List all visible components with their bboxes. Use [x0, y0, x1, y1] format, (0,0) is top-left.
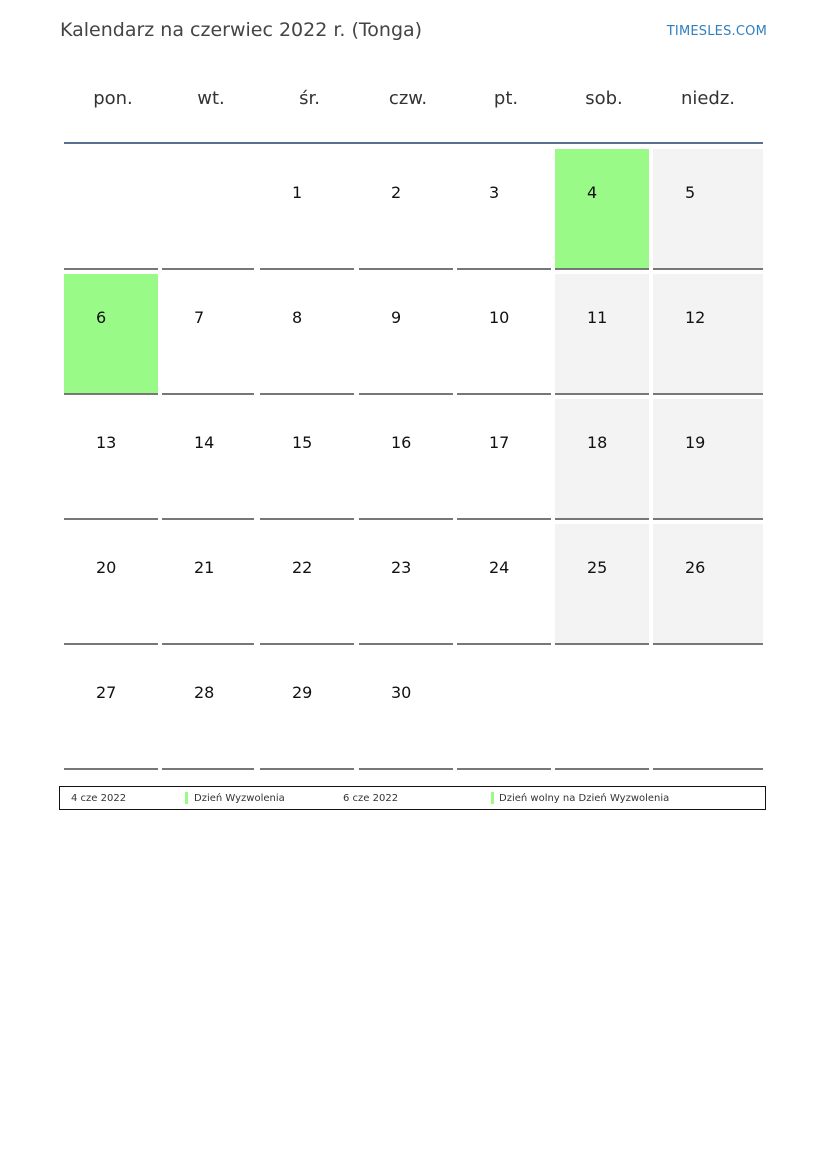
empty-day-cell [457, 649, 551, 770]
day-number: 16 [391, 433, 412, 452]
day-cell-1 [260, 149, 354, 270]
day-number: 25 [587, 558, 608, 577]
day-number: 9 [391, 308, 402, 327]
day-cell-18 [555, 399, 649, 520]
day-number: 10 [489, 308, 510, 327]
day-number: 1 [292, 183, 303, 202]
legend-name-1: Dzień Wyzwolenia [194, 793, 285, 804]
day-cell-4 [555, 149, 649, 270]
day-cell-24 [457, 524, 551, 645]
day-cell-12 [653, 274, 763, 395]
day-cell-21 [162, 524, 254, 645]
weekday-mon: pon. [93, 88, 133, 109]
day-cell-26 [653, 524, 763, 645]
day-number: 24 [489, 558, 510, 577]
legend-marker-1 [185, 792, 188, 804]
weekday-tue: wt. [197, 88, 225, 109]
day-number: 22 [292, 558, 313, 577]
legend-date-1: 4 cze 2022 [71, 793, 127, 804]
day-number: 28 [194, 683, 215, 702]
day-cell-5 [653, 149, 763, 270]
day-cell-7 [162, 274, 254, 395]
day-cell-22 [260, 524, 354, 645]
legend-date-2: 6 cze 2022 [343, 793, 399, 804]
brand-link[interactable]: TIMESLES.COM [666, 24, 767, 39]
day-number: 14 [194, 433, 215, 452]
day-number: 12 [685, 308, 706, 327]
weekday-sun: niedz. [680, 88, 736, 109]
day-number: 6 [96, 308, 107, 327]
day-cell-25 [555, 524, 649, 645]
weekday-header-row [64, 88, 764, 122]
day-cell-6 [64, 274, 158, 395]
day-number: 7 [194, 308, 205, 327]
day-number: 30 [391, 683, 412, 702]
day-cell-13 [64, 399, 158, 520]
day-cell-15 [260, 399, 354, 520]
day-cell-28 [162, 649, 254, 770]
weekday-sat: sob. [585, 88, 623, 109]
day-number: 18 [587, 433, 608, 452]
day-number: 26 [685, 558, 706, 577]
day-cell-9 [359, 274, 453, 395]
legend-name-2: Dzień wolny na Dzień Wyzwolenia [499, 793, 670, 804]
weekday-thu: czw. [388, 88, 428, 109]
weekday-wed: śr. [299, 88, 320, 109]
day-number: 3 [489, 183, 500, 202]
weekday-fri: pt. [493, 88, 519, 109]
day-cell-20 [64, 524, 158, 645]
day-number: 15 [292, 433, 313, 452]
empty-day-cell [162, 149, 254, 270]
day-cell-8 [260, 274, 354, 395]
empty-day-cell [653, 649, 763, 770]
holiday-legend [59, 786, 766, 810]
day-number: 4 [587, 183, 598, 202]
day-number: 19 [685, 433, 706, 452]
day-cell-30 [359, 649, 453, 770]
day-cell-2 [359, 149, 453, 270]
empty-day-cell [64, 149, 158, 270]
day-number: 11 [587, 308, 608, 327]
day-number: 23 [391, 558, 412, 577]
day-cell-10 [457, 274, 551, 395]
page-title: Kalendarz na czerwiec 2022 r. (Tonga) [60, 19, 423, 41]
legend-marker-2 [491, 792, 494, 804]
day-cell-17 [457, 399, 551, 520]
day-cell-23 [359, 524, 453, 645]
day-number: 20 [96, 558, 117, 577]
day-cell-11 [555, 274, 649, 395]
day-cell-3 [457, 149, 551, 270]
header-divider [64, 142, 763, 144]
day-number: 2 [391, 183, 402, 202]
day-number: 8 [292, 308, 303, 327]
empty-day-cell [555, 649, 649, 770]
day-number: 13 [96, 433, 117, 452]
day-number: 27 [96, 683, 117, 702]
day-number: 5 [685, 183, 696, 202]
day-number: 17 [489, 433, 510, 452]
day-cell-27 [64, 649, 158, 770]
day-number: 21 [194, 558, 215, 577]
day-cell-14 [162, 399, 254, 520]
day-cell-19 [653, 399, 763, 520]
day-cell-29 [260, 649, 354, 770]
day-number: 29 [292, 683, 313, 702]
day-cell-16 [359, 399, 453, 520]
